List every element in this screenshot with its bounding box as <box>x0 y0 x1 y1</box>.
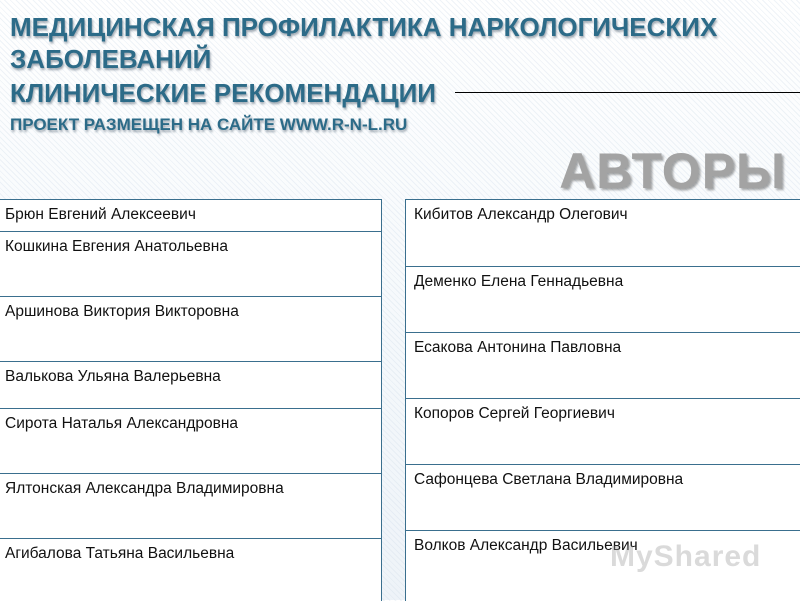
watermark-logo: MyShared <box>610 540 762 573</box>
author-cell: Аршинова Виктория Викторовна <box>0 297 381 362</box>
title-line-1: МЕДИЦИНСКАЯ ПРОФИЛАКТИКА НАРКОЛОГИЧЕСКИХ <box>10 12 718 42</box>
author-cell: Деменко Елена Геннадьевна <box>406 267 800 333</box>
author-cell: Кошкина Евгения Анатольевна <box>0 232 381 297</box>
author-cell: Есакова Антонина Павловна <box>406 333 800 399</box>
authors-table-left <box>0 199 382 601</box>
slide-title <box>10 14 790 133</box>
author-cell: Ялтонская Александра Владимировна <box>0 474 381 539</box>
title-line-3: КЛИНИЧЕСКИЕ РЕКОМЕНДАЦИИ <box>10 78 436 108</box>
authors-heading: АВТОРЫ <box>559 143 786 199</box>
author-cell: Агибалова Татьяна Васильевна <box>5 545 235 562</box>
author-cell: Сирота Наталья Александровна <box>0 409 381 474</box>
title-line-2: ЗАБОЛЕВАНИЙ <box>10 44 212 74</box>
author-cell: Валькова Ульяна Валерьевна <box>0 362 381 409</box>
author-cell: Брюн Евгений Алексеевич <box>0 200 381 232</box>
divider-line <box>455 92 800 93</box>
author-cell: Кибитов Александр Олегович <box>406 200 800 267</box>
title-line-4: ПРОЕКТ РАЗМЕЩЕН НА САЙТЕ WWW.R-N-L.RU <box>10 115 408 134</box>
author-cell: Волков Александр Васильевич <box>414 537 638 554</box>
author-cell: Копоров Сергей Георгиевич <box>406 399 800 465</box>
author-cell: Сафонцева Светлана Владимировна <box>406 465 800 531</box>
